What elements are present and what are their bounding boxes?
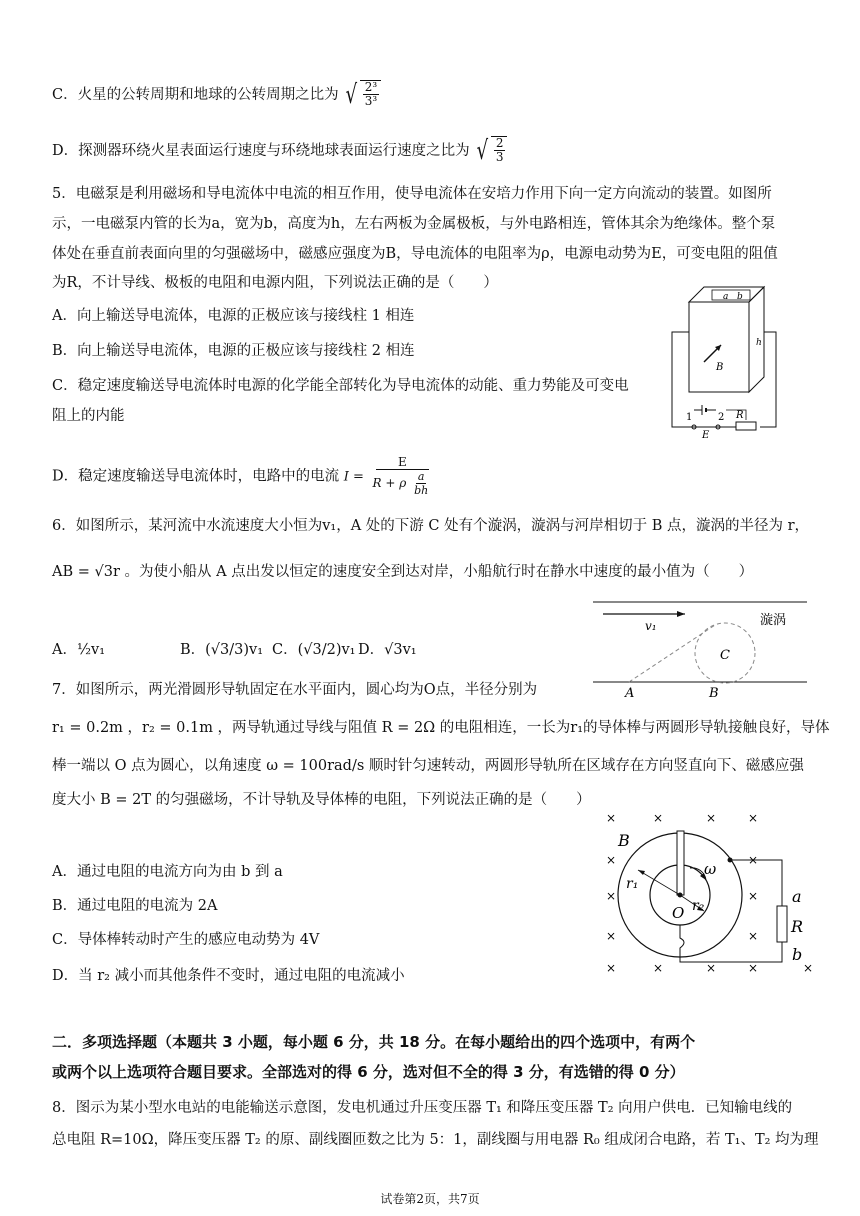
q5-option-a: A．向上输送导电流体，电源的正极应该与接线柱 1 相连 (52, 308, 415, 324)
field-cross-mark: × (653, 961, 664, 975)
field-cross-mark: × (606, 853, 617, 867)
fraction-numerator: 2³ (364, 80, 378, 94)
field-cross-mark: × (653, 811, 664, 825)
resistor-end-a: a (792, 887, 802, 906)
terminal-1: 1 (686, 412, 693, 423)
q7-option-c: C．导体棒转动时产生的感应电动势为 4V (52, 932, 320, 948)
field-cross-mark: × (748, 961, 759, 975)
q5-stem-line4: 为R，不计导线、极板的电阻和电源内阻，下列说法正确的是（ ） (52, 275, 498, 291)
q7-option-b: B．通过电阻的电流为 2A (52, 898, 218, 914)
resistor-end-b: b (792, 945, 803, 964)
field-cross-mark: × (748, 853, 759, 867)
omega-label: ω (704, 860, 717, 878)
q7-stem-line2: r₁ = 0.2m ，r₂ = 0.1m ，两导轨通过导线与阻值 R = 2Ω 的电阻相连，一长为r₁的导体棒与两圆形导轨接触良好，导体 (52, 720, 830, 736)
q6-option-b: B．(√3/3)v₁ (180, 642, 264, 658)
field-cross-mark: × (706, 811, 717, 825)
field-cross-mark: × (606, 811, 617, 825)
q6-option-a: A．½v₁ (52, 642, 106, 658)
q6-stem-line1: 6．如图所示，某河流中水流速度大小恒为v₁，A 处的下游 C 处有个漩涡，漩涡与河岸相切于 B 点，漩涡的半径为 r， (52, 518, 810, 534)
q5-option-c-line2: 阻上的内能 (52, 408, 125, 424)
q7-option-a: A．通过电阻的电流方向为由 b 到 a (52, 864, 283, 880)
q7-stem-line1: 7．如图所示，两光滑圆形导轨固定在水平面内，圆心均为O点，半径分别为 (52, 682, 538, 698)
vortex-label-C: C (720, 648, 730, 663)
q8-stem-line2: 总电阻 R=10Ω，降压变压器 T₂ 的原、副线圈匝数之比为 5：1，副线圈与用电器 R₀ 组成闭合电路，若 T₁、T₂ 均为理 (52, 1132, 819, 1148)
field-cross-mark: × (748, 811, 759, 825)
radius-label-r1: r₁ (626, 876, 639, 892)
field-cross-mark: × (748, 889, 759, 903)
q4-option-d-text: D．探测器环绕火星表面运行速度与环绕地球表面运行速度之比为 (52, 143, 470, 159)
field-cross-mark: × (606, 889, 617, 903)
fraction-denominator: 3³ (364, 94, 378, 108)
page-footer: 试卷第2页，共7页 (380, 1192, 480, 1206)
q5-option-d: D．稳定速度输送导电流体时，电路中的电流 I = E R + ρ $\frac{a}{bh}$ (52, 456, 436, 497)
pump-label-h: h (756, 338, 762, 348)
q5-stem-line3: 体处在垂直前表面向里的匀强磁场中，磁感应强度为B，导电流体的电阻率为ρ，电源电动势为E，可变电阻的阻值 (52, 246, 778, 262)
sqrt-symbol: √ $\frac{\text{2³}}{\text{3³}}$ (343, 78, 381, 112)
q8-stem-line1: 8．图示为某小型水电站的电能输送示意图，发电机通过升压变压器 T₁ 和降压变压器 T₂ 向用户供电．已知输电线的 (52, 1100, 793, 1116)
radius-label-r2: r₂ (692, 898, 705, 914)
point-label-B: B (709, 686, 719, 700)
sqrt-symbol: √ $\frac{2}{3}$ (474, 134, 507, 168)
field-cross-mark: × (606, 961, 617, 975)
q7-stem-line3: 棒一端以 O 点为圆心，以角速度 ω = 100rad/s 顺时针匀速转动，两圆形导轨所在区域存在方向竖直向下、磁感应强 (52, 758, 804, 774)
q7-stem-line4: 度大小 B = 2T 的匀强磁场，不计导轨及导体棒的电阻，下列说法正确的是（ ） (52, 792, 591, 808)
terminal-2: 2 (718, 412, 725, 423)
vortex-label: 漩涡 (760, 613, 787, 628)
q4-option-c-text: C．火星的公转周期和地球的公转周期之比为 (52, 87, 339, 103)
river-label-v1: v₁ (645, 619, 657, 633)
field-cross-mark: × (606, 929, 617, 943)
q5-stem-line1: 5．电磁泵是利用磁场和导电流体中电流的相互作用，使导电流体在安培力作用下向一定方向流动的装置。如图所 (52, 186, 772, 202)
q5-stem-line2: 示，一电磁泵内管的长为a，宽为b，高度为h，左右两板为金属极板，与外电路相连，管体其余为绝缘体。整个泵 (52, 216, 776, 232)
field-label-B: B (618, 831, 630, 850)
section2-header-line1: 二．多项选择题（本题共 3 小题，每小题 6 分，共 18 分。在每小题给出的四个选项中，有两个 (52, 1033, 696, 1051)
q5-option-b: B．向上输送导电流体，电源的正极应该与接线柱 2 相连 (52, 343, 415, 359)
field-cross-mark: × (803, 961, 814, 975)
fraction-numerator: 2 (495, 136, 504, 150)
pump-label-b: b (737, 292, 743, 302)
resistor-label-R: R (791, 917, 804, 936)
river-diagram (585, 596, 815, 700)
section2-header-line2: 或两个以上选项符合题目要求。全部选对的得 6 分，选对但不全的得 3 分，有选错的得 0 分） (52, 1063, 685, 1081)
pump-label-B: B (716, 362, 724, 373)
q6-option-c: C．(√3/2)v₁ (272, 642, 356, 658)
field-cross-mark: × (706, 961, 717, 975)
rail-diagram (598, 810, 828, 980)
point-label-A: A (625, 686, 635, 700)
q4-option-c (52, 78, 381, 112)
q6-stem-line2: AB = √3r 。为使小船从 A 点出发以恒定的速度安全到达对岸，小船航行时在静水中速度的最小值为（ ） (52, 564, 754, 580)
q5-option-d-text: D．稳定速度输送导电流体时，电路中的电流 (52, 468, 340, 485)
center-label-O: O (672, 904, 685, 922)
fraction-denominator: 3 (495, 150, 504, 164)
pump-diagram (664, 270, 784, 440)
q5-option-c-line1: C．稳定速度输送导电流体时电源的化学能全部转化为导电流体的动能、重力势能及可变电 (52, 378, 629, 394)
q7-option-d: D．当 r₂ 减小而其他条件不变时，通过电阻的电流减小 (52, 968, 405, 984)
battery-label-E: E (702, 430, 710, 440)
q4-option-d (52, 134, 507, 168)
current-formula: E R + ρ $\frac{a}{bh}$ (372, 455, 429, 497)
pump-label-a: a (723, 292, 729, 302)
resistor-label-R: R (736, 410, 744, 421)
q6-option-d: D．√3v₁ (358, 642, 417, 658)
field-cross-mark: × (748, 929, 759, 943)
